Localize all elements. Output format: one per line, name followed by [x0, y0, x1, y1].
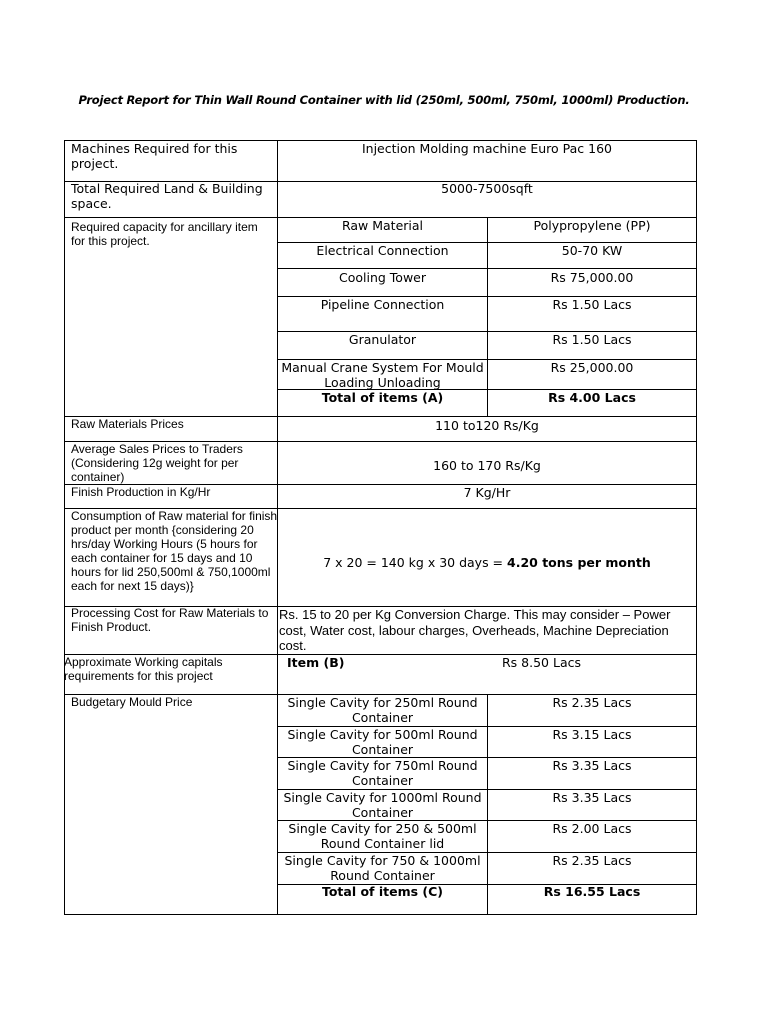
consumption-value — [278, 555, 696, 570]
mould-item-value: Rs 2.35 Lacs — [552, 695, 632, 710]
mould-item-value: Rs 2.35 Lacs — [552, 853, 632, 868]
ancillary-item-name: Granulator — [348, 332, 417, 347]
sales-prices-label: Average Sales Prices to Traders (Considering 12g weight for per container) — [71, 442, 243, 484]
mould-item-name: Single Cavity for 750 & 1000ml Round Container — [284, 853, 481, 883]
land-value: 5000-7500sqft — [441, 181, 533, 196]
mould-item-value: Rs 3.15 Lacs — [552, 727, 632, 742]
finish-production-label: Finish Production in Kg/Hr — [71, 485, 211, 499]
ancillary-item-value: Polypropylene (PP) — [533, 218, 651, 233]
raw-prices-value: 110 to120 Rs/Kg — [435, 418, 539, 433]
ancillary-item-value: Rs 1.50 Lacs — [552, 297, 632, 312]
ancillary-item-value: Rs 1.50 Lacs — [552, 332, 632, 347]
mould-item-name: Single Cavity for 250 & 500ml Round Container lid — [288, 821, 477, 851]
ancillary-item-name: Electrical Connection — [316, 243, 449, 258]
consumption-value-bold: 4.20 tons per month — [507, 555, 651, 570]
processing-value: Rs. 15 to 20 per Kg Conversion Charge. This may consider – Power cost, Water cost, labour charges, Overheads, Machine Depreciation cost. — [279, 607, 671, 653]
ancillary-item-name: Manual Crane System For Mould Loading Unloading — [281, 360, 484, 390]
ancillary-item-value: Rs 25,000.00 — [550, 360, 634, 375]
raw-prices-label: Raw Materials Prices — [71, 417, 184, 431]
row-line — [64, 914, 697, 915]
mould-item-name: Single Cavity for 500ml Round Container — [287, 727, 478, 757]
ancillary-item-name: Cooling Tower — [338, 270, 426, 285]
sub-row-line — [277, 268, 697, 269]
mould-item-value: Rs 2.00 Lacs — [552, 821, 632, 836]
mould-item-name: Single Cavity for 250ml Round Container — [287, 695, 478, 725]
ancillary-item-value: Rs 75,000.00 — [550, 270, 634, 285]
ancillary-total-value: Rs 4.00 Lacs — [548, 390, 636, 405]
table-border-left — [64, 140, 65, 915]
ancillary-item-value: 50-70 KW — [561, 243, 623, 258]
mould-total-value: Rs 16.55 Lacs — [543, 884, 641, 899]
ancillary-label: Required capacity for ancillary item for this project. — [71, 220, 258, 248]
working-capital-label: Approximate Working capitals requirements for this project — [64, 655, 223, 683]
ancillary-item-name: Raw Material — [341, 218, 424, 233]
document-title: Project Report for Thin Wall Round Container with lid (250ml, 500ml, 750ml, 1000ml) Production. — [78, 93, 690, 107]
mould-label: Budgetary Mould Price — [71, 695, 193, 709]
finish-production-value: 7 Kg/Hr — [463, 485, 511, 500]
land-label: Total Required Land & Building space. — [71, 181, 263, 211]
table-border-right — [696, 140, 697, 915]
consumption-value-prefix: 7 x 20 = 140 kg x 30 days = — [323, 555, 507, 570]
machines-label: Machines Required for this project. — [71, 141, 238, 171]
mould-item-value: Rs 3.35 Lacs — [552, 758, 632, 773]
working-capital-item: Item (B) — [287, 655, 345, 670]
mould-item-name: Single Cavity for 750ml Round Container — [287, 758, 478, 788]
mould-item-value: Rs 3.35 Lacs — [552, 790, 632, 805]
mould-item-name: Single Cavity for 1000ml Round Container — [283, 790, 482, 820]
sales-prices-value: 160 to 170 Rs/Kg — [433, 458, 541, 473]
ancillary-total-label: Total of items (A) — [321, 390, 444, 405]
machines-value: Injection Molding machine Euro Pac 160 — [361, 141, 613, 156]
processing-label: Processing Cost for Raw Materials to Finish Product. — [71, 606, 269, 634]
working-capital-value: Rs 8.50 Lacs — [502, 655, 581, 670]
consumption-label: Consumption of Raw material for finish product per month {considering 20 hrs/day Working Hours (5 hours for each container for 15 days and 10 hours for lid 250,500ml & 750,1000ml each for next 15 days)} — [71, 509, 278, 593]
ancillary-item-name: Pipeline Connection — [320, 297, 445, 312]
mould-total-label: Total of items (C) — [321, 884, 444, 899]
